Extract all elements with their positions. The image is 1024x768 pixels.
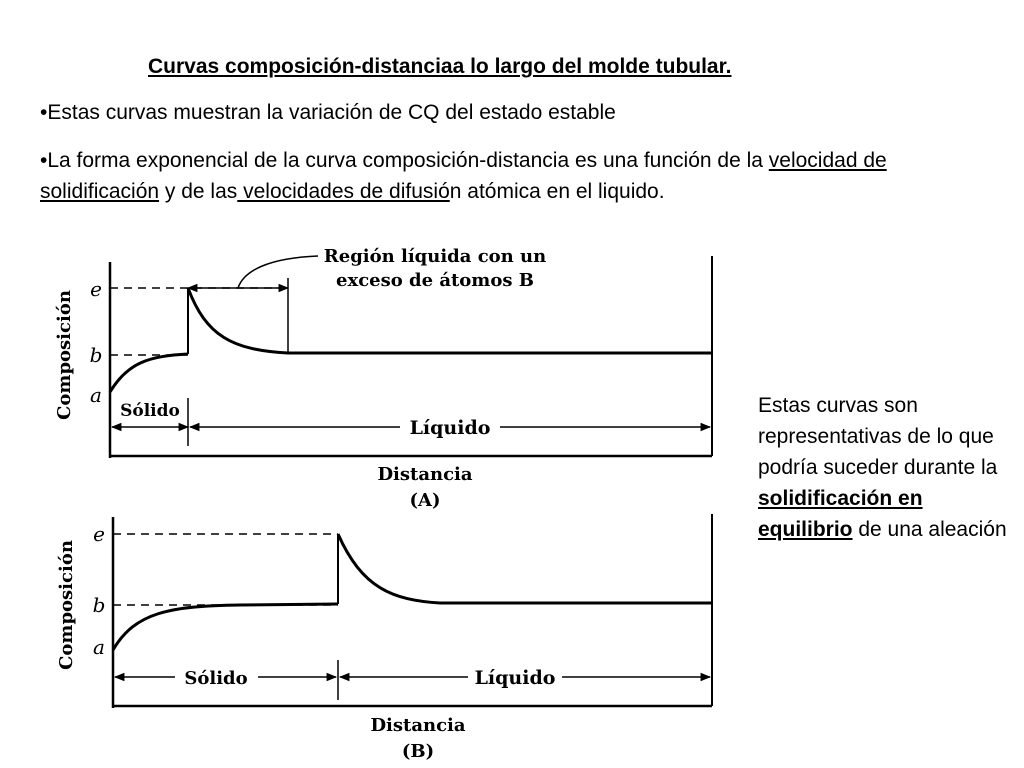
side-note-text-2: de una aleación	[852, 518, 1007, 541]
side-note-equilibrium-2: equilibrio	[758, 518, 853, 541]
figure-a-label-b: b	[89, 343, 103, 367]
bullet2-text-2: y de las	[159, 180, 238, 203]
figure-b	[56, 514, 712, 762]
figure-b-solid-curve	[113, 604, 338, 650]
figure-b-solid-label: Sólido	[184, 668, 248, 689]
bullet2-solidification-speed: velocidad de solidificación	[40, 149, 887, 203]
figure-a-solid-curve	[110, 354, 188, 392]
figure-b-label-e: e	[93, 522, 105, 546]
figure-a-xlabel: Distancia	[377, 464, 473, 485]
bullet2-text-1: •La forma exponencial de la curva composición-distancia es una función de la	[40, 149, 769, 172]
figure-b-ylabel: Composición	[56, 540, 77, 670]
figure-a-liquid-decay-curve	[188, 288, 712, 353]
figure-a	[54, 246, 712, 511]
bullet2-diffusion-speeds: velocidades de difusió	[237, 180, 450, 203]
bullet2-text-3: n atómica en el liquido.	[449, 180, 665, 203]
figure-a-label-e: e	[90, 277, 102, 301]
figure-a-annotation-line1: Región líquida con un	[323, 246, 547, 267]
figure-a-caption: (A)	[409, 490, 441, 511]
figure-b-caption: (B)	[401, 741, 435, 762]
side-note-text-1: Estas curvas son representativas de lo que podría suceder durante la	[758, 394, 998, 479]
figure-a-annotation-leader	[238, 256, 318, 288]
side-note-equilibrium-1: solidificación en	[758, 487, 923, 510]
figure-b-label-b: b	[92, 593, 106, 617]
slide-title: Curvas composición-distanciaa lo largo del molde tubular.	[148, 55, 732, 78]
figure-a-annotation-line2: exceso de átomos B	[336, 270, 534, 291]
figure-b-liquid-decay-curve	[338, 534, 712, 603]
figure-b-xlabel: Distancia	[370, 715, 466, 736]
bullet-steady-state: •Estas curvas muestran la variación de CQ del estado estable	[40, 101, 616, 124]
figure-a-ylabel: Composición	[54, 290, 75, 420]
figure-b-liquid-label: Líquido	[474, 667, 556, 689]
figure-b-label-a: a	[93, 635, 105, 659]
figure-a-solid-label: Sólido	[120, 401, 180, 421]
figure-a-liquid-label: Líquido	[409, 417, 491, 439]
figure-a-label-a: a	[90, 383, 102, 407]
